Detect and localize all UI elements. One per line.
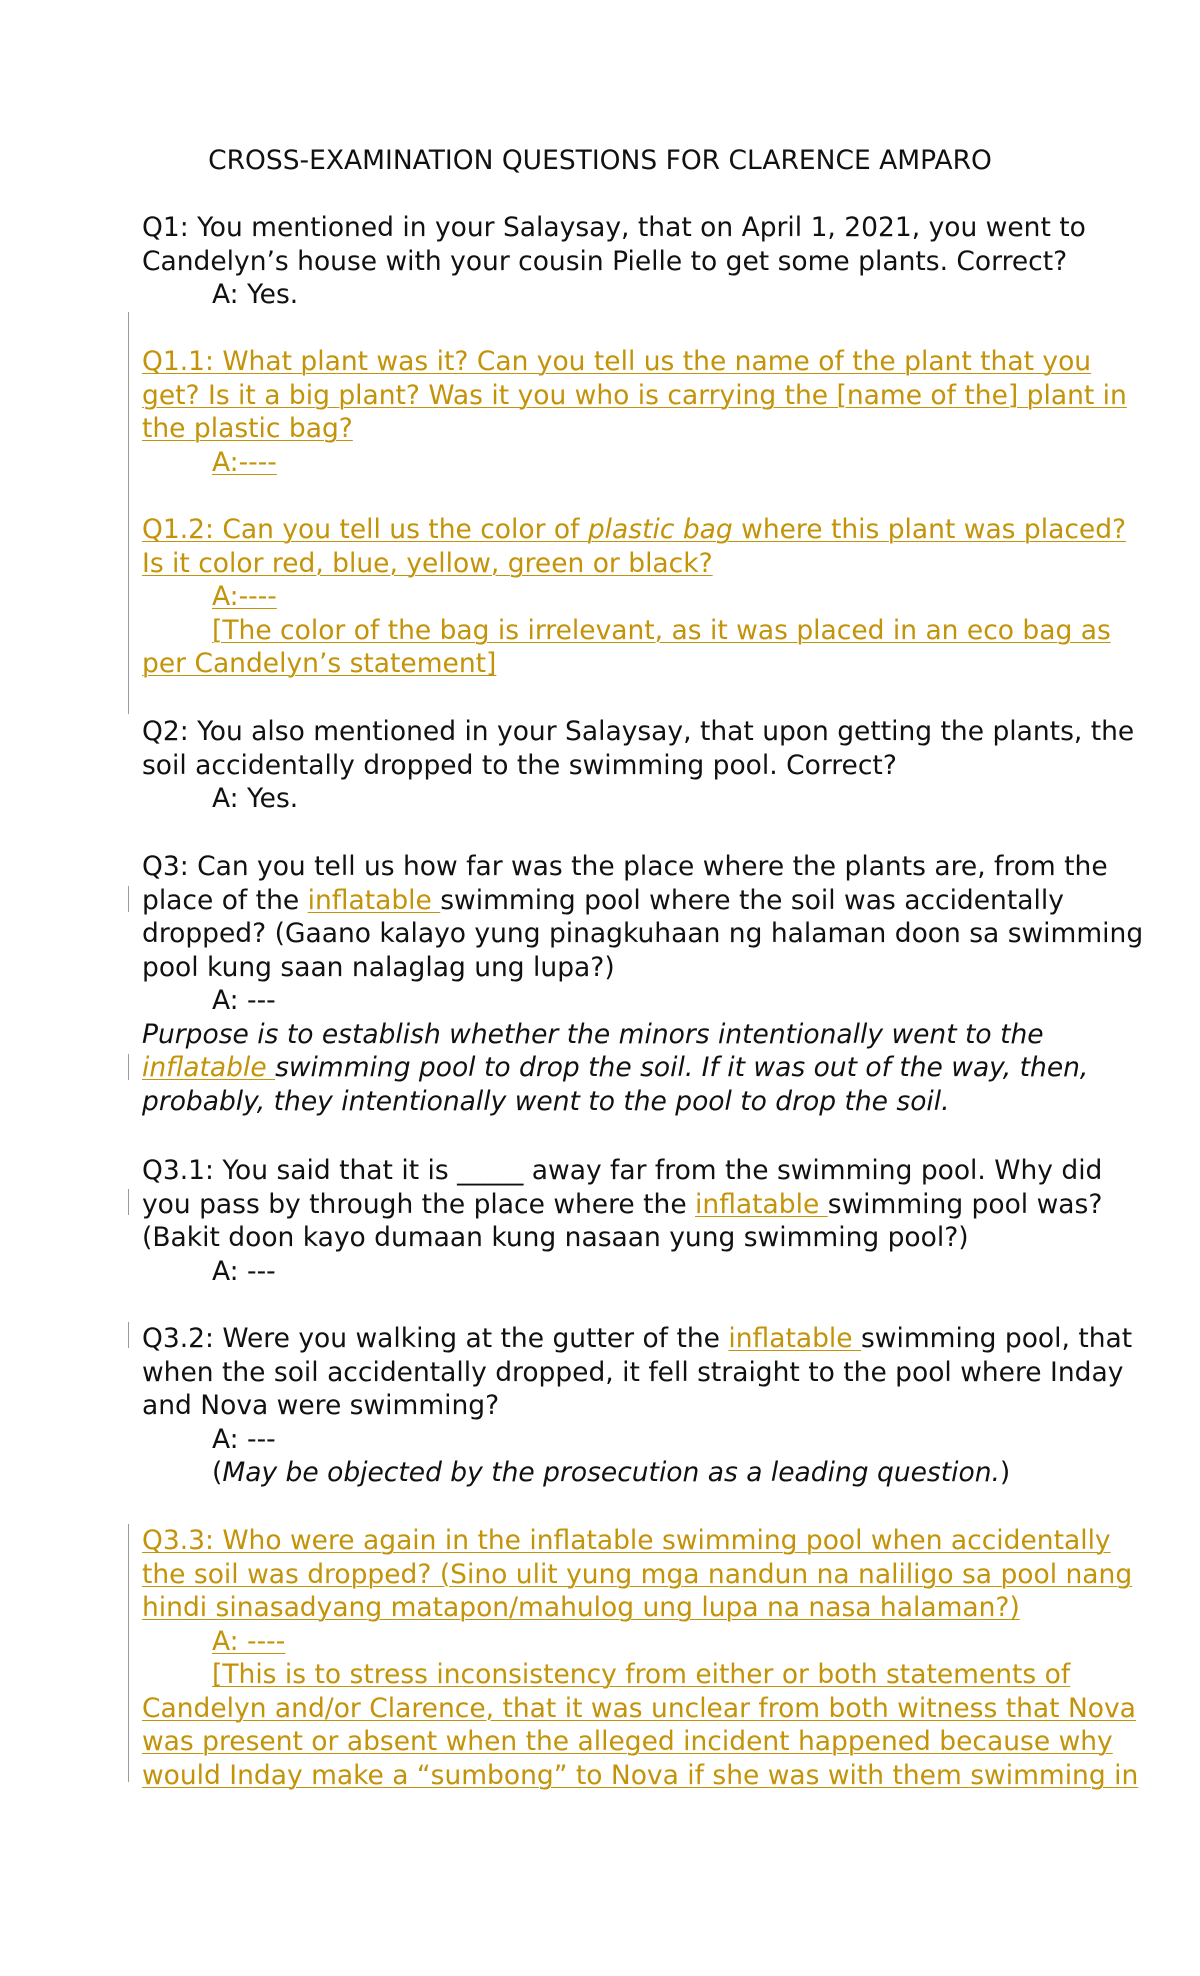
q1-1-answer: A:---- (212, 446, 277, 478)
q1-2-answer: A:---- (212, 581, 277, 612)
q3-2-note (142, 1456, 1132, 1490)
q3-1-line: (Bakit doon kayo dumaan kung nasaan yung swimming pool?) (142, 1222, 969, 1253)
question-q3-1 (142, 1154, 1102, 1288)
q3-2-answer: A: --- (212, 1423, 276, 1455)
q3-3-note: Candelyn and/or Clarence, that it was unclear from both witness that Nova (142, 1692, 1136, 1724)
q1-line: Candelyn’s house with your cousin Pielle to get some plants. Correct? (142, 245, 1068, 277)
q1-answer: A: Yes. (212, 279, 299, 310)
question-q3-2 (142, 1322, 1132, 1490)
q3-line (142, 884, 1143, 918)
q3-line: pool kung saan nalaglag ung lupa?) (142, 951, 615, 983)
q3-insertion: inflatable (307, 884, 441, 916)
q3-purpose-text: swimming pool to drop the soil. If it was out of the way, then, (275, 1052, 1089, 1083)
q3-purpose: probably, they intentionally went to the pool to drop the soil. (142, 1085, 950, 1117)
q3-line: Q3: Can you tell us how far was the place where the plants are, from the (142, 851, 1108, 882)
q3-1-text: swimming pool was? (827, 1188, 1103, 1220)
change-bar (128, 1322, 129, 1348)
q3-3-line: the soil was dropped? (Sino ulit yung mga nandun na naliligo sa pool nang (142, 1558, 1133, 1590)
q3-2-note-paren: ) (999, 1457, 1011, 1488)
change-bar (128, 1524, 129, 1782)
q2-line: Q2: You also mentioned in your Salaysay, that upon getting the plants, the (142, 716, 1135, 747)
change-bar (128, 312, 129, 714)
q3-purpose (142, 1051, 1143, 1085)
q3-answer: A: --- (212, 985, 276, 1016)
q3-3-note: [This is to stress inconsistency from either or both statements of (212, 1659, 1071, 1690)
q1-1-line: Q1.1: What plant was it? Can you tell us the name of the plant that you (142, 346, 1092, 377)
q3-2-text: Q3.2: Were you walking at the gutter of the (142, 1323, 729, 1354)
question-q1-1 (142, 345, 1127, 479)
q3-2-insertion: inflatable (728, 1323, 861, 1354)
question-q1-2 (142, 513, 1126, 681)
q3-2-line: and Nova were swimming? (142, 1390, 500, 1421)
question-q3 (142, 850, 1143, 1118)
q1-2-text: Q1.2: Can you tell us the color of (142, 514, 588, 545)
q1-2-note: per Candelyn’s statement] (142, 648, 497, 679)
document-title: CROSS-EXAMINATION QUESTIONS FOR CLARENCE AMPARO (208, 145, 992, 176)
q1-2-text: where this plant was placed? (732, 514, 1127, 545)
q3-3-line: hindi sinasadyang matapon/mahulog ung lupa na nasa halaman?) (142, 1592, 1020, 1623)
q3-1-line: Q3.1: You said that it is _____ away far from the swimming pool. Why did (142, 1155, 1103, 1186)
q3-1-insertion: inflatable (695, 1188, 828, 1220)
q3-text: place of the (142, 884, 308, 916)
q3-3-answer: A: ---- (212, 1625, 286, 1657)
q3-3-note: was present or absent when the alleged incident happened because why (142, 1726, 1113, 1757)
change-bar (128, 886, 129, 912)
q1-2-note: [The color of the bag is irrelevant, as it was placed in an eco bag as (212, 614, 1111, 646)
q1-1-line: get? Is it a big plant? Was it you who is carrying the [name of the] plant in (142, 379, 1127, 411)
question-q1 (142, 211, 1086, 312)
question-q2 (142, 715, 1134, 816)
change-bar (128, 1054, 129, 1080)
q3-purpose-insertion: inflatable (142, 1052, 276, 1083)
question-q3-3 (142, 1524, 1138, 1792)
q3-2-line (142, 1322, 1132, 1356)
change-bar (128, 1189, 129, 1215)
q3-text: swimming pool where the soil was accidentally (440, 884, 1064, 916)
q3-purpose: Purpose is to establish whether the minors intentionally went to the (142, 1018, 1044, 1050)
q1-2-italic: plastic bag (587, 514, 733, 545)
q3-3-line: Q3.3: Who were again in the inflatable swimming pool when accidentally (142, 1525, 1111, 1556)
q3-2-note-text: May be objected by the prosecution as a leading question. (222, 1457, 1000, 1488)
q2-line: soil accidentally dropped to the swimming pool. Correct? (142, 749, 897, 781)
q3-1-answer: A: --- (212, 1255, 276, 1287)
q1-2-line (142, 513, 1126, 547)
q3-2-note-paren: ( (212, 1457, 223, 1488)
q3-2-text: swimming pool, that (861, 1323, 1133, 1354)
q3-2-line: when the soil accidentally dropped, it fell straight to the pool where Inday (142, 1356, 1124, 1388)
q1-2-line: Is it color red, blue, yellow, green or black? (142, 547, 713, 579)
q3-1-line (142, 1188, 1102, 1222)
q3-1-text: you pass by through the place where the (142, 1188, 696, 1220)
q1-1-line: the plastic bag? (142, 413, 353, 444)
q2-answer: A: Yes. (212, 783, 299, 814)
q3-3-note: would Inday make a “sumbong” to Nova if she was with them swimming in (142, 1759, 1139, 1791)
q1-line: Q1: You mentioned in your Salaysay, that on April 1, 2021, you went to (142, 212, 1086, 243)
q3-line: dropped? (Gaano kalayo yung pinagkuhaan ng halaman doon sa swimming (142, 918, 1144, 949)
